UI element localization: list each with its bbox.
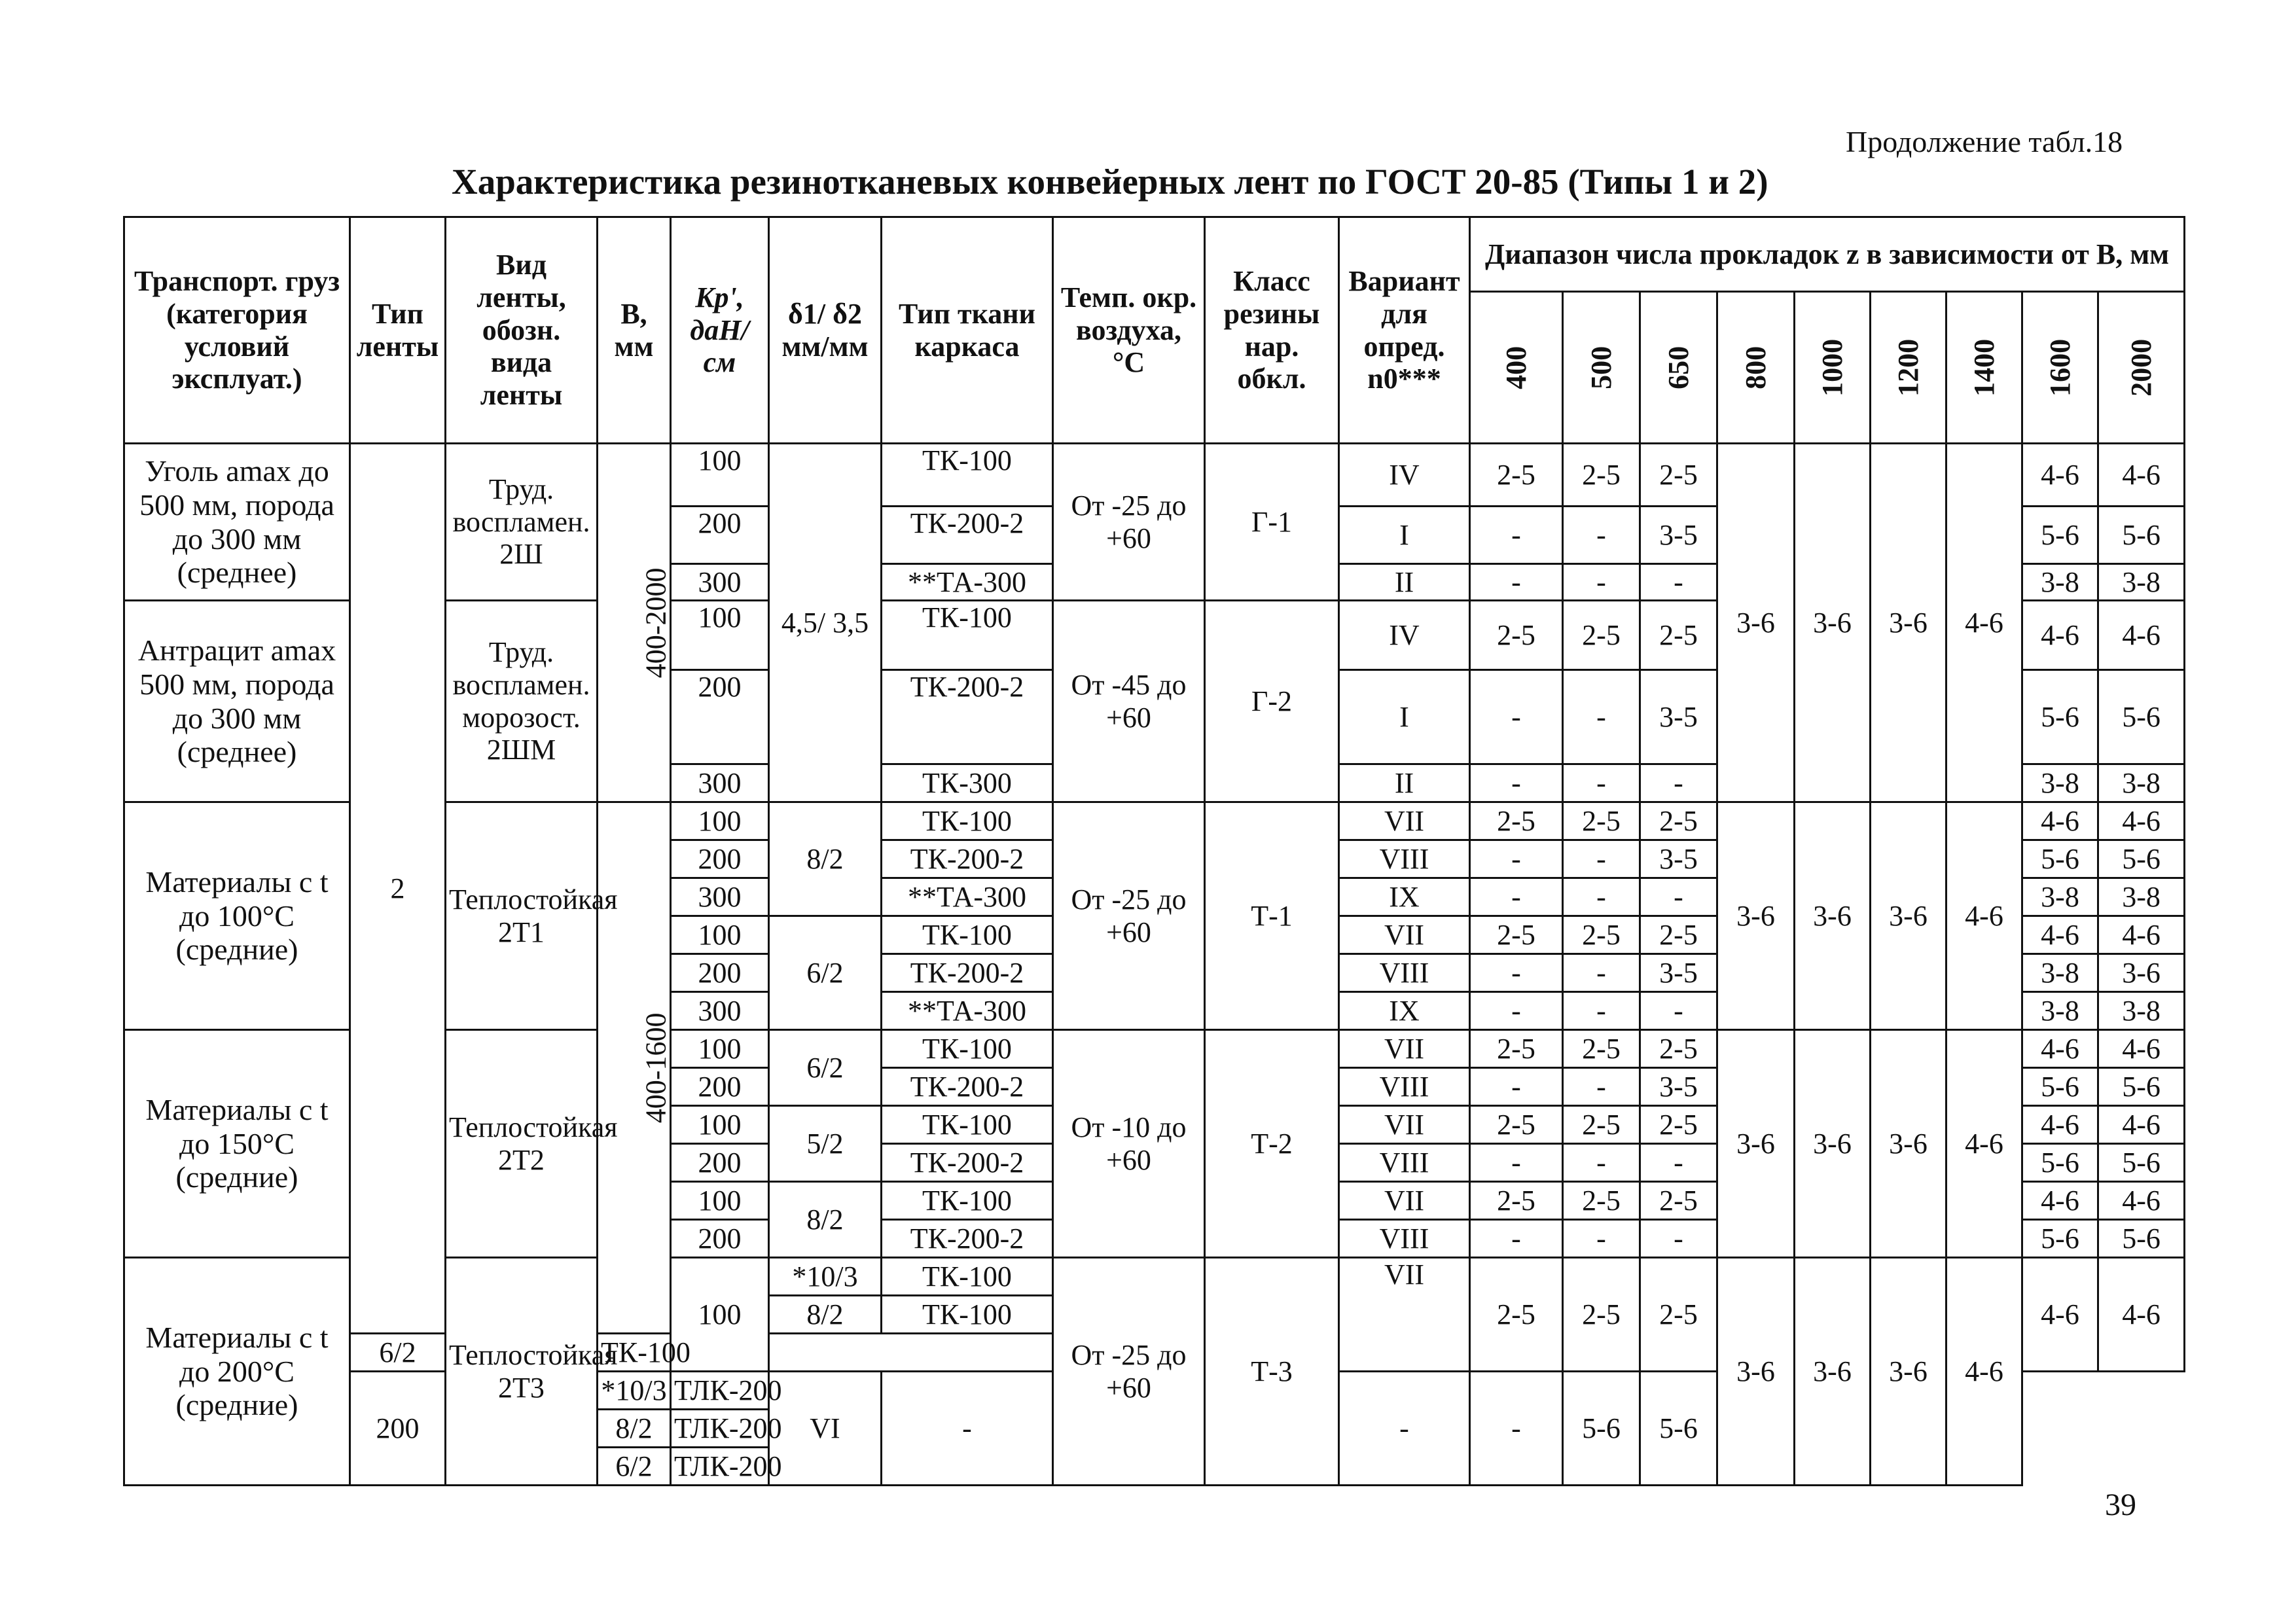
kp-cell: 200	[350, 1372, 446, 1486]
header-width-1400: 1400	[1946, 292, 2022, 444]
delta-cell: 6/2	[769, 1030, 882, 1106]
ply-cell: 4-6	[2098, 1106, 2185, 1144]
ply-cell: 3-5	[1640, 840, 1717, 878]
delta-cell: 8/2	[598, 1410, 671, 1448]
ply-cell: 3-6	[1717, 1258, 1795, 1486]
fabric-cell: ТЛК-200	[671, 1410, 769, 1448]
ply-cell: 3-6	[1795, 802, 1871, 1030]
temp-cell: От -25 до +60	[1053, 1258, 1205, 1486]
ply-cell: -	[1470, 1220, 1563, 1258]
ply-cell: 5-6	[2022, 670, 2098, 764]
delta-cell: 6/2	[350, 1334, 446, 1372]
delta-cell: 6/2	[769, 916, 882, 1030]
fabric-cell: **ТА-300	[882, 564, 1053, 601]
variant-cell: II	[1339, 564, 1470, 601]
delta-cell: 8/2	[769, 1296, 882, 1334]
fabric-cell: ТЛК-200	[671, 1372, 769, 1410]
kind-cell: Труд. воспламен. 2Ш	[446, 444, 598, 601]
fabric-cell: ТК-200-2	[882, 954, 1053, 992]
kp-cell: 100	[671, 1030, 769, 1068]
ply-cell: -	[1563, 764, 1640, 802]
header-width-500: 500	[1563, 292, 1640, 444]
ply-cell: -	[1640, 1144, 1717, 1182]
cargo-cell: Материалы с t до 200°С (средние)	[124, 1258, 350, 1486]
ply-cell: 5-6	[2098, 670, 2185, 764]
fabric-cell: ТК-300	[882, 764, 1053, 802]
ply-cell: 4-6	[2022, 916, 2098, 954]
header-width-1600: 1600	[2022, 292, 2098, 444]
ply-cell: 2-5	[1563, 444, 1640, 507]
ply-cell: -	[1563, 840, 1640, 878]
ply-cell: 2-5	[1470, 444, 1563, 507]
variant-cell: VII	[1339, 916, 1470, 954]
ply-cell: 2-5	[1470, 1106, 1563, 1144]
header-variant: Вариант для опред. n0***	[1339, 217, 1470, 444]
ply-cell: 4-6	[2022, 1106, 2098, 1144]
ply-cell: -	[1640, 564, 1717, 601]
variant-cell: VIII	[1339, 954, 1470, 992]
ply-cell: 3-8	[2098, 992, 2185, 1030]
ply-cell: -	[1470, 840, 1563, 878]
ply-cell: 5-6	[2022, 1220, 2098, 1258]
ply-cell: -	[1563, 507, 1640, 564]
ply-cell: 4-6	[2098, 802, 2185, 840]
ply-cell: -	[1339, 1372, 1470, 1486]
ply-cell: 4-6	[2022, 1258, 2098, 1372]
width-range-cell: 400-1600	[598, 802, 671, 1334]
ply-cell: 2-5	[1470, 1258, 1563, 1372]
kp-cell: 200	[671, 670, 769, 764]
header-ply-range: Диапазон числа прокладок z в зависимости от B, мм	[1470, 217, 2185, 292]
header-rubber-class: Класс резины нар. обкл.	[1205, 217, 1339, 444]
ply-cell: 4-6	[1946, 802, 2022, 1030]
ply-cell: 3-8	[2098, 878, 2185, 916]
ply-cell: 4-6	[2022, 601, 2098, 670]
header-width: B, мм	[598, 217, 671, 444]
kp-cell: 100	[671, 802, 769, 840]
ply-cell: 2-5	[1563, 1182, 1640, 1220]
fabric-cell: ТК-200-2	[882, 507, 1053, 564]
fabric-cell: ТК-100	[882, 444, 1053, 507]
ply-cell: 3-8	[2022, 564, 2098, 601]
kind-cell: Теплостойкая 2Т2	[446, 1030, 598, 1258]
temp-cell: От -45 до +60	[1053, 601, 1205, 802]
ply-cell: 4-6	[2022, 802, 2098, 840]
fabric-cell: ТК-100	[882, 1030, 1053, 1068]
header-width-400: 400	[1470, 292, 1563, 444]
continuation-label: Продолжение табл.18	[1846, 125, 2123, 158]
ply-cell: 2-5	[1640, 916, 1717, 954]
fabric-cell: ТК-100	[882, 1296, 1053, 1334]
ply-cell: 4-6	[2098, 916, 2185, 954]
ply-cell: 2-5	[1640, 1106, 1717, 1144]
ply-cell: 5-6	[2098, 840, 2185, 878]
ply-cell: 2-5	[1470, 1030, 1563, 1068]
ply-cell: 3-5	[1640, 1068, 1717, 1106]
kp-cell: 100	[671, 444, 769, 507]
variant-cell: I	[1339, 670, 1470, 764]
ply-cell: 3-6	[1795, 1030, 1871, 1258]
cargo-cell: Антрацит amax 500 мм, порода до 300 мм (среднее)	[124, 601, 350, 802]
rubber-cell: Т-1	[1205, 802, 1339, 1030]
ply-cell: 3-8	[2098, 564, 2185, 601]
ply-cell: 5-6	[2022, 507, 2098, 564]
fabric-cell: ТК-100	[598, 1334, 671, 1372]
variant-cell: VII	[1339, 802, 1470, 840]
ply-cell: -	[1470, 1068, 1563, 1106]
kp-cell: 300	[671, 764, 769, 802]
kp-cell: 200	[671, 507, 769, 564]
ply-cell: 3-5	[1640, 507, 1717, 564]
ply-cell: 2-5	[1640, 1182, 1717, 1220]
delta-cell: 8/2	[769, 1182, 882, 1258]
variant-cell: VI	[769, 1372, 882, 1486]
kp-cell: 300	[671, 992, 769, 1030]
header-width-1000: 1000	[1795, 292, 1871, 444]
table-title: Характеристика резинотканевых конвейерных лент по ГОСТ 20-85 (Типы 1 и 2)	[452, 162, 1768, 202]
header-kp: Kp', даН/см	[671, 217, 769, 444]
delta-cell: 5/2	[769, 1106, 882, 1182]
delta-cell: 6/2	[598, 1448, 671, 1486]
kp-cell: 100	[671, 1258, 769, 1372]
variant-cell: VIII	[1339, 1144, 1470, 1182]
ply-cell: 5-6	[2098, 1068, 2185, 1106]
ply-cell: 4-6	[2098, 1030, 2185, 1068]
ply-cell: 3-8	[2022, 954, 2098, 992]
ply-cell: 5-6	[2098, 1220, 2185, 1258]
fabric-cell: ТК-200-2	[882, 1068, 1053, 1106]
table-row	[124, 444, 2185, 507]
ply-cell: -	[1640, 1220, 1717, 1258]
page-number: 39	[2105, 1488, 2136, 1522]
ply-cell: 3-8	[2022, 992, 2098, 1030]
header-width-1200: 1200	[1871, 292, 1946, 444]
kp-cell: 100	[671, 916, 769, 954]
delta-cell: *10/3	[769, 1258, 882, 1296]
kp-cell: 100	[671, 601, 769, 670]
cargo-cell: Уголь amax до 500 мм, порода до 300 мм (среднее)	[124, 444, 350, 601]
variant-cell: VIII	[1339, 1220, 1470, 1258]
ply-cell: 2-5	[1563, 1030, 1640, 1068]
ply-cell: -	[1640, 992, 1717, 1030]
fabric-cell: **ТА-300	[882, 878, 1053, 916]
ply-cell: 3-6	[1717, 444, 1795, 802]
ply-cell: 2-5	[1640, 1030, 1717, 1068]
ply-cell: 2-5	[1470, 1182, 1563, 1220]
header-belt-kind: Вид ленты, обозн. вида ленты	[446, 217, 598, 444]
ply-cell: 4-6	[1946, 1030, 2022, 1258]
variant-cell: VII	[1339, 1258, 1470, 1372]
ply-cell: -	[1563, 670, 1640, 764]
variant-cell: VII	[1339, 1182, 1470, 1220]
ply-cell: -	[1563, 1068, 1640, 1106]
kp-cell: 200	[671, 1068, 769, 1106]
ply-cell: 5-6	[2098, 1144, 2185, 1182]
ply-cell: 3-6	[1871, 1030, 1946, 1258]
belt-characteristics-table	[123, 216, 2185, 1486]
fabric-cell: ТК-100	[882, 802, 1053, 840]
ply-cell: 5-6	[1640, 1372, 1717, 1486]
kind-cell: Теплостойкая 2Т1	[446, 802, 598, 1030]
delta-cell: 4,5/ 3,5	[769, 444, 882, 802]
kp-cell: 100	[671, 1106, 769, 1144]
ply-cell: 3-8	[2022, 878, 2098, 916]
fabric-cell: ТК-200-2	[882, 670, 1053, 764]
ply-cell: 3-5	[1640, 954, 1717, 992]
header-width-650: 650	[1640, 292, 1717, 444]
ply-cell: -	[1640, 878, 1717, 916]
ply-cell: 2-5	[1563, 601, 1640, 670]
ply-cell: 5-6	[2022, 840, 2098, 878]
ply-cell: 2-5	[1640, 1258, 1717, 1372]
ply-cell: 5-6	[2098, 507, 2185, 564]
variant-cell: II	[1339, 764, 1470, 802]
fabric-cell: ТК-200-2	[882, 840, 1053, 878]
ply-cell: -	[1470, 1144, 1563, 1182]
ply-cell: 4-6	[1946, 444, 2022, 802]
ply-cell: 5-6	[2022, 1144, 2098, 1182]
ply-cell: 2-5	[1563, 802, 1640, 840]
ply-cell: 2-5	[1470, 916, 1563, 954]
ply-cell: 4-6	[2098, 444, 2185, 507]
kind-cell: Теплостойкая 2Т3	[446, 1258, 598, 1486]
ply-cell: 3-6	[1871, 802, 1946, 1030]
kp-cell: 200	[671, 840, 769, 878]
variant-cell: VIII	[1339, 840, 1470, 878]
fabric-cell: ТК-100	[882, 916, 1053, 954]
kp-cell: 300	[671, 878, 769, 916]
ply-cell: 4-6	[2098, 601, 2185, 670]
rubber-cell: Т-2	[1205, 1030, 1339, 1258]
header-width-800: 800	[1717, 292, 1795, 444]
ply-cell: 2-5	[1640, 444, 1717, 507]
ply-cell: 2-5	[1470, 802, 1563, 840]
ply-cell: -	[1470, 992, 1563, 1030]
variant-cell: IV	[1339, 601, 1470, 670]
ply-cell: 3-8	[2098, 764, 2185, 802]
ply-cell: 2-5	[1640, 601, 1717, 670]
ply-cell: -	[1563, 992, 1640, 1030]
kp-cell: 100	[671, 1182, 769, 1220]
ply-cell: 2-5	[1563, 1258, 1640, 1372]
variant-cell: VIII	[1339, 1068, 1470, 1106]
ply-cell: -	[1563, 564, 1640, 601]
ply-cell: 4-6	[1946, 1258, 2022, 1486]
ply-cell: -	[1470, 878, 1563, 916]
ply-cell: 4-6	[2022, 444, 2098, 507]
variant-cell: VII	[1339, 1030, 1470, 1068]
header-belt-type: Тип ленты	[350, 217, 446, 444]
ply-cell: -	[1470, 507, 1563, 564]
header-cargo: Транспорт. груз (категория условий эксплуат.)	[124, 217, 350, 444]
ply-cell: -	[1563, 1220, 1640, 1258]
cargo-cell: Материалы с t до 150°С (средние)	[124, 1030, 350, 1258]
header-width-2000: 2000	[2098, 292, 2185, 444]
ply-cell: 4-6	[2022, 1182, 2098, 1220]
ply-cell: -	[1563, 878, 1640, 916]
ply-cell: 3-6	[1871, 444, 1946, 802]
ply-cell: -	[1470, 564, 1563, 601]
header-delta: δ1/ δ2 мм/мм	[769, 217, 882, 444]
kp-cell: 200	[671, 1220, 769, 1258]
fabric-cell: ТК-100	[882, 1106, 1053, 1144]
ply-cell: 2-5	[1563, 916, 1640, 954]
ply-cell: 3-8	[2022, 764, 2098, 802]
ply-cell: -	[1563, 1144, 1640, 1182]
ply-cell: -	[1470, 670, 1563, 764]
ply-cell: 3-6	[1871, 1258, 1946, 1486]
ply-cell: 5-6	[2022, 1068, 2098, 1106]
fabric-cell: ТК-200-2	[882, 1144, 1053, 1182]
kp-cell: 300	[671, 564, 769, 601]
ply-cell: 3-6	[1717, 1030, 1795, 1258]
ply-cell: 4-6	[2022, 1030, 2098, 1068]
kp-cell: 200	[671, 1144, 769, 1182]
ply-cell: 5-6	[1563, 1372, 1640, 1486]
ply-cell: -	[1640, 764, 1717, 802]
fabric-cell: ТК-100	[882, 601, 1053, 670]
rubber-cell: Г-1	[1205, 444, 1339, 601]
temp-cell: От -10 до +60	[1053, 1030, 1205, 1258]
rubber-cell: Т-3	[1205, 1258, 1339, 1486]
rubber-cell: Г-2	[1205, 601, 1339, 802]
cargo-cell: Материалы с t до 100°С (средние)	[124, 802, 350, 1030]
fabric-cell: ТЛК-200	[671, 1448, 769, 1486]
ply-cell: 4-6	[2098, 1182, 2185, 1220]
temp-cell: От -25 до +60	[1053, 802, 1205, 1030]
header-fabric: Тип ткани каркаса	[882, 217, 1053, 444]
kind-cell: Труд. воспламен. морозост. 2ШМ	[446, 601, 598, 802]
temp-cell: От -25 до +60	[1053, 444, 1205, 601]
ply-cell: 2-5	[1640, 802, 1717, 840]
fabric-cell: ТК-100	[882, 1182, 1053, 1220]
width-range-cell: 400-2000	[598, 444, 671, 802]
variant-cell: IX	[1339, 878, 1470, 916]
delta-cell: 8/2	[769, 802, 882, 916]
ply-cell: -	[1563, 954, 1640, 992]
ply-cell: -	[882, 1372, 1053, 1486]
fabric-cell: ТК-200-2	[882, 1220, 1053, 1258]
fabric-cell: ТК-100	[882, 1258, 1053, 1296]
ply-cell: -	[1470, 1372, 1563, 1486]
ply-cell: 3-5	[1640, 670, 1717, 764]
variant-cell: IV	[1339, 444, 1470, 507]
ply-cell: 3-6	[2098, 954, 2185, 992]
variant-cell: IX	[1339, 992, 1470, 1030]
header-temperature: Темп. окр. воздуха, °С	[1053, 217, 1205, 444]
ply-cell: 3-6	[1717, 802, 1795, 1030]
delta-cell: *10/3	[598, 1372, 671, 1410]
ply-cell: 2-5	[1470, 601, 1563, 670]
variant-cell: I	[1339, 507, 1470, 564]
ply-cell: 3-6	[1795, 1258, 1871, 1486]
ply-cell: -	[1470, 764, 1563, 802]
variant-cell: VII	[1339, 1106, 1470, 1144]
ply-cell: 4-6	[2098, 1258, 2185, 1372]
ply-cell: 2-5	[1563, 1106, 1640, 1144]
ply-cell: -	[1470, 954, 1563, 992]
ply-cell: 3-6	[1795, 444, 1871, 802]
kp-cell: 200	[671, 954, 769, 992]
fabric-cell: **ТА-300	[882, 992, 1053, 1030]
belt-type-cell: 2	[350, 444, 446, 1334]
